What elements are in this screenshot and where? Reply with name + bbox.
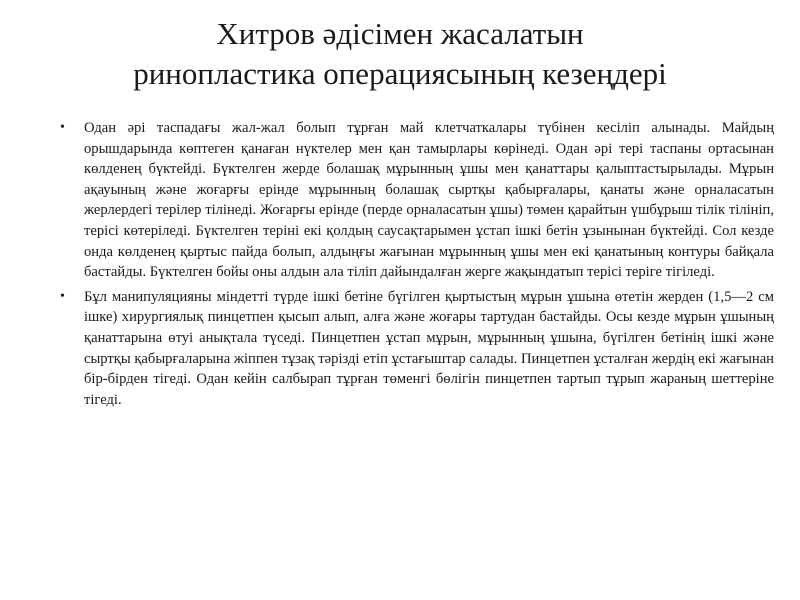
bullet-item bbox=[60, 118, 774, 283]
slide-body bbox=[60, 118, 774, 414]
slide-title-line-1: Хитров әдісімен жасалатын bbox=[216, 16, 584, 51]
bullet-dot-icon: • bbox=[60, 120, 65, 135]
slide-title-line-2: ринопластика операциясының кезеңдері bbox=[133, 56, 667, 91]
bullet-text: Бұл манипуляцияны міндетті түрде ішкі бетіне бүгілген қыртыстың мұрын ұшына өтетін жерден (1,5—2 см ішке) хирургиялық пинцетпен қысып алып, алға және жоғары тартудан бастайды. Осы кезде мұрын ұшының қанаттарына өтуі анықтала түседі. Пинцетпен ұстап мұрын, мұрынның ұшына, бүгілген бетінің ішкі және сыртқы қабырғаларына жіппен тұзақ тәрізді етіп ұстағыштар салады. Пинцетпен ұсталған жердің екі жағынан бір-бірден тігеді. Одан кейін салбырап тұрған төменгі бөлігін пинцетпен тартып тұрып жараның шеттеріне тігеді. bbox=[84, 288, 774, 408]
slide-title bbox=[30, 14, 770, 94]
bullet-item bbox=[60, 287, 774, 411]
bullet-dot-icon: • bbox=[60, 288, 65, 304]
bullet-text: Одан әрі таспадағы жал-жал болып тұрған май клетчаткалары түбінен кесіліп алынады. Майдың орышдарында көптеген қанаған нүктелер мен қан тамырлары көрінеді. Одан әрі тері таспаны ортасынан көлденең бүктейді. Бүктелген жерде болашақ мұрынның ұшы мен қанаттары қалыптастырылады. Мұрын ақауының және жоғарғы ерінде мұрынның болашақ сыртқы қабырғалары, қанаты және орналасатын жерлердегі терілер тілінеді. Жоғарғы ерінде (перде орналасатын ұшы) төмен қарайтын үшбұрыш тілік тілініп, терісі көтеріледі. Бүктелген теріні екі қолдың саусақтарымен ұстап ішкі бетін ұзынынан бүктейді. Сол кезде онда көлденең қыртыс пайда болып, алдыңғы жағынан мұрынның ұшы мен екі қанатының контуры байқала бастайды. Бүктелген бойы оны алдын ала тіліп дайындалған жерге жақындатып терісі теріге тігіледі. bbox=[84, 120, 774, 281]
